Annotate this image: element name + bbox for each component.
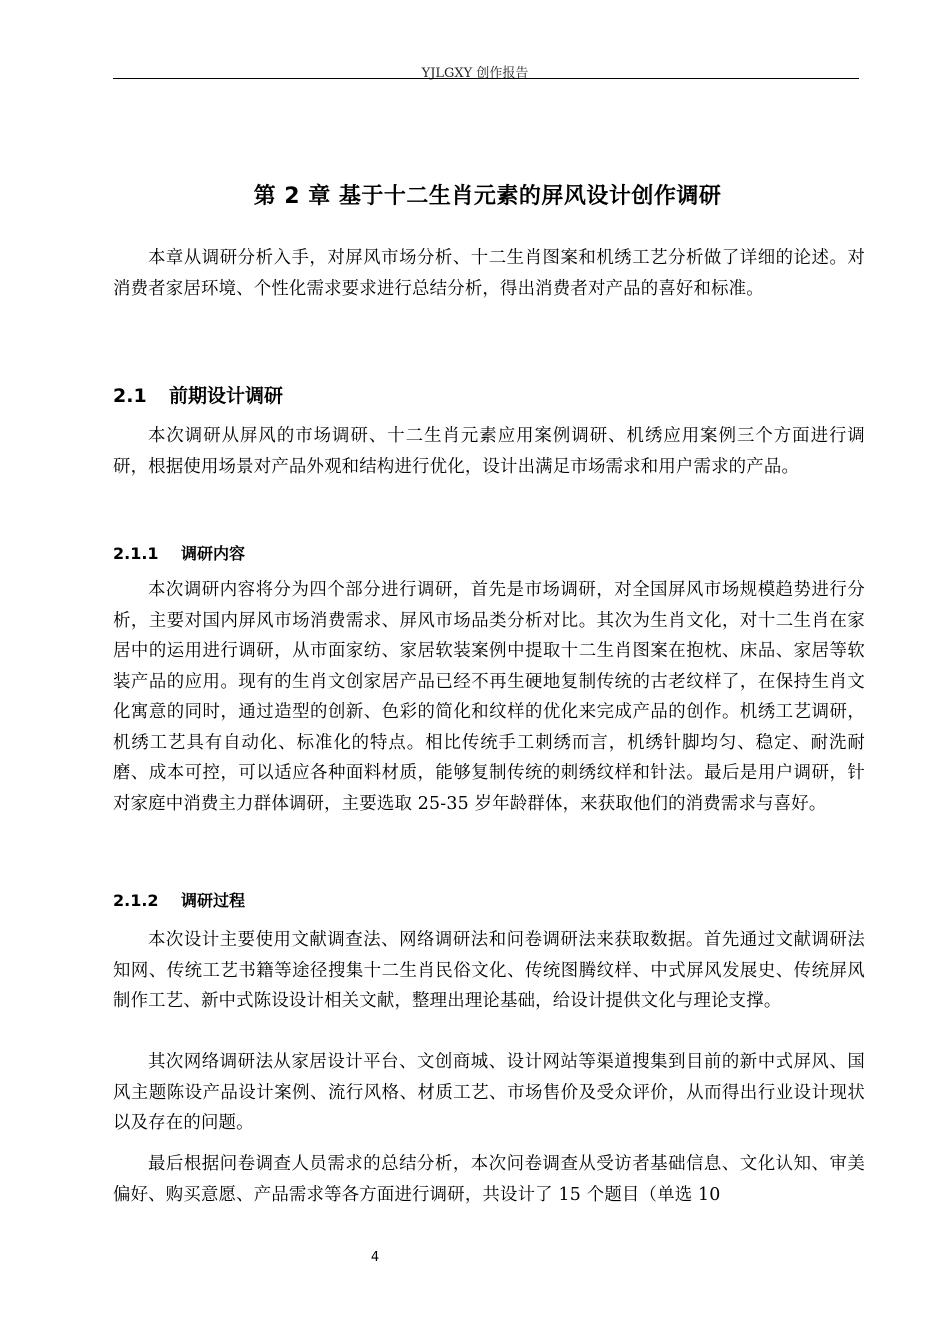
subsection-heading-2-1-1: [113, 541, 245, 564]
section-title: 前期设计调研: [169, 385, 284, 407]
subsection-title: 调研内容: [181, 544, 246, 563]
subsection-title: 调研过程: [181, 891, 246, 910]
subsection-number: 2.1.2: [113, 891, 159, 910]
section-2-1-2-paragraph-3: 最后根据问卷调查人员需求的总结分析，本次问卷调查从受访者基础信息、文化认知、审美偏好、购买意愿、产品需求等各方面进行调研，共设计了 15 个题目（单选 10: [113, 1154, 865, 1205]
section-2-1-1-paragraph: 本次调研内容将分为四个部分进行调研，首先是市场调研，对全国屏风市场规模趋势进行分析，主要对国内屏风市场消费需求、屏风市场品类分析对比。其次为生肖文化，对十二生肖在家居中的运用进行调研，从市面家纺、家居软装案例中提取十二生肖图案在抱枕、床品、家居等软装产品的应用。现有的生肖文创家居产品已经不再生硬地复制传统的古老纹样了，在保持生肖文化寓意的同时，通过造型的创新、色彩的简化和纹样的优化来完成产品的创作。机绣工艺调研，机绣工艺具有自动化、标准化的特点。相比传统手工刺绣而言，机绣针脚均匀、稳定、耐洗耐磨、成本可控，可以适应各种面料材质，能够复制传统的刺绣纹样和针法。最后是用户调研，针对家庭中消费主力群体调研，主要选取 25-35 岁年龄群体，来获取他们的消费需求与喜好。: [113, 580, 865, 814]
subsection-number: 2.1.1: [113, 544, 159, 563]
section-2-1-2-paragraph-2: 其次网络调研法从家居设计平台、文创商城、设计网站等渠道搜集到目前的新中式屏风、国风主题陈设产品设计案例、流行风格、材质工艺、市场售价及受众评价，从而得出行业设计现状以及存在的问题。: [113, 1052, 865, 1133]
chapter-intro-paragraph: 本章从调研分析入手，对屏风市场分析、十二生肖图案和机绣工艺分析做了详细的论述。对消费者家居环境、个性化需求要求进行总结分析，得出消费者对产品的喜好和标准。: [113, 248, 865, 299]
page-number: 4: [370, 1250, 380, 1265]
section-heading-2-1: [113, 381, 283, 408]
chapter-title: 第 2 章 基于十二生肖元素的屏风设计创作调研: [253, 184, 722, 209]
header-divider: [113, 78, 859, 79]
subsection-heading-2-1-2: [113, 888, 245, 911]
section-2-1-paragraph: 本次调研从屏风的市场调研、十二生肖元素应用案例调研、机绣应用案例三个方面进行调研，根据使用场景对产品外观和结构进行优化，设计出满足市场需求和用户需求的产品。: [113, 426, 865, 477]
section-number: 2.1: [113, 385, 147, 407]
section-2-1-2-paragraph-1: 本次设计主要使用文献调查法、网络调研法和问卷调研法来获取数据。首先通过文献调研法知网、传统工艺书籍等途径搜集十二生肖民俗文化、传统图腾纹样、中式屏风发展史、传统屏风制作工艺、新中式陈设设计相关文献，整理出理论基础，给设计提供文化与理论支撑。: [113, 930, 865, 1011]
running-header: YJLGXY 创作报告: [421, 66, 529, 81]
